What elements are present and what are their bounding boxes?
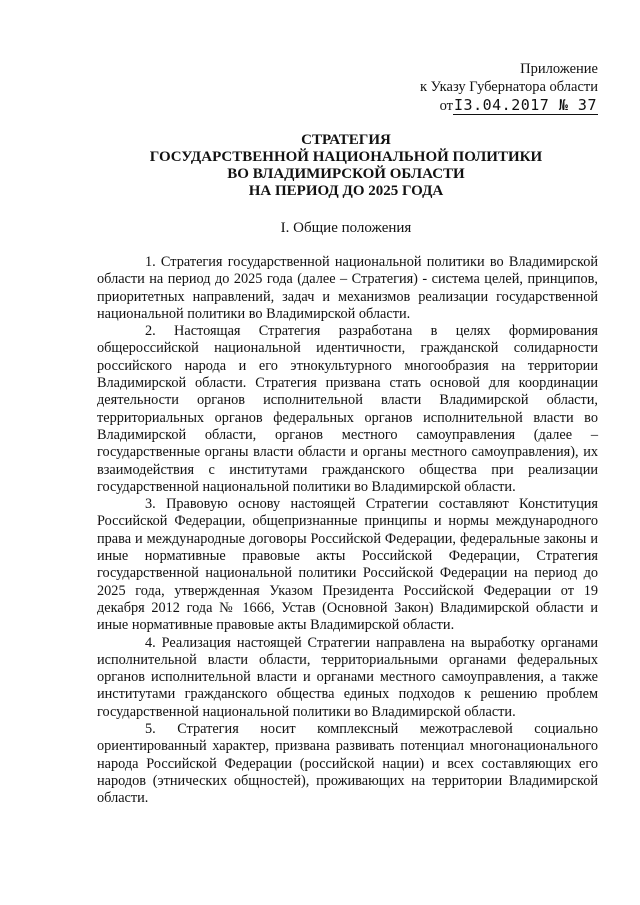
appendix-decree-reference: к Указу Губернатора области — [420, 79, 598, 95]
title-line-4: НА ПЕРИОД ДО 2025 ГОДА — [248, 183, 444, 199]
paragraph-2: 2. Настоящая Стратегия разработана в целях формирования общероссийской национальной идентичности, гражданской солидарности российского народа и его этнокультурного многообразия на территории Владимирской области. Стратегия призвана стать основой для координации деятельности органов исполнительной власти Владимирской области, территориальных органов федеральных органов исполнительной власти во Владимирской области, органов местного самоуправления (далее – государственные органы власти области и органы местного самоуправления), их взаимодействия с институтами гражданского общества при реализации государственной национальной политики во Владимирской области. — [97, 323, 598, 495]
paragraph-4: 4. Реализация настоящей Стратегии направлена на выработку органами исполнительной власти области, территориальными органами федеральных органов исполнительной власти и органами местного самоуправления, а также институтами гражданского общества единых подходов к решению проблем государственной национальной политики во Владимирской области. — [97, 634, 598, 720]
title-line-1: СТРАТЕГИЯ — [301, 132, 391, 148]
title-line-2: ГОСУДАРСТВЕННОЙ НАЦИОНАЛЬНОЙ ПОЛИТИКИ — [149, 149, 543, 165]
paragraph-3: 3. Правовую основу настоящей Стратегии составляют Конституция Российской Федерации, общепризнанные принципы и нормы международного права и международные договоры Российской Федерации, федеральные законы и иные нормативные правовые акты Российской Федерации, Стратегия государственной национальной политики Российской Федерации на период до 2025 года, утвержденная Указом Президента Российской Федерации от 19 декабря 2012 года № 1666, Устав (Основной Закон) Владимирской области и иные нормативные правовые акты Владимирской области. — [97, 496, 598, 634]
document-body — [97, 254, 598, 808]
paragraph-1: 1. Стратегия государственной национальной политики во Владимирской области на период до 2025 года (далее – Стратегия) - система целей, принципов, приоритетных направлений, задач и механизмов реализации государственной национальной политики во Владимирской области. — [97, 254, 598, 322]
title-line-3: ВО ВЛАДИМИРСКОЙ ОБЛАСТИ — [227, 166, 465, 182]
appendix-label: Приложение — [520, 61, 598, 77]
appendix-date-value: I3.04.2017 № 37 — [454, 96, 597, 114]
section-heading: I. Общие положения — [280, 220, 412, 236]
document-title — [96, 132, 596, 200]
appendix-header — [420, 60, 598, 115]
appendix-date-prefix: от — [439, 98, 454, 114]
paragraph-5: 5. Стратегия носит комплексный межотраслевой социально ориентированный характер, призвана развивать потенциал многонационального народа Российской Федерации (российской нации) и всех составляющих его народов (этнических общностей), проживающих на территории Владимирской области. — [97, 721, 598, 807]
appendix-date-line — [420, 96, 598, 115]
